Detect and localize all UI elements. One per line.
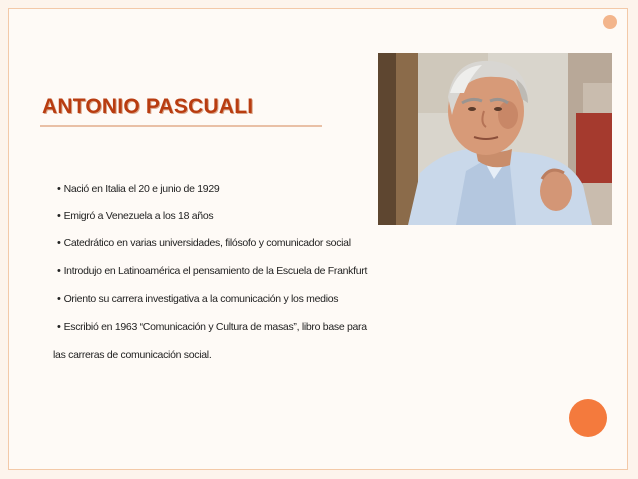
bullet-glyph: •	[57, 321, 61, 333]
decorative-circle-small	[603, 15, 617, 29]
decorative-circle-large	[569, 399, 607, 437]
bullet-item-professor	[57, 237, 351, 249]
bullet-glyph: •	[57, 293, 61, 305]
bullet-text: Catedrático en varias universidades, filósofo y comunicador social	[63, 237, 351, 249]
bullet-text: Emigró a Venezuela a los 18 años	[63, 210, 214, 222]
slide-title: ANTONIO PASCUALI	[42, 95, 254, 118]
bullet-text: Escribió en 1963 “Comunicación y Cultura de masas”, libro base para	[63, 321, 367, 333]
bullet-text: Nació en Italia el 20 e junio de 1929	[63, 183, 220, 195]
bullet-item-frankfurt	[57, 265, 367, 277]
bullet-text: Oriento su carrera investigativa a la comunicación y los medios	[63, 293, 339, 305]
bullet-item-emigration	[57, 210, 213, 222]
bullet-item-career	[57, 293, 338, 305]
bullet-glyph: •	[57, 183, 61, 195]
bullet-glyph: •	[57, 210, 61, 222]
bullet-item-book	[57, 321, 367, 333]
bullet-glyph: •	[57, 265, 61, 277]
bullet-text: Introdujo en Latinoamérica el pensamiento de la Escuela de Frankfurt	[63, 265, 368, 277]
bullet-item-birth	[57, 183, 219, 195]
bullet-continuation: las carreras de comunicación social.	[53, 349, 212, 361]
bullet-glyph: •	[57, 237, 61, 249]
title-underline	[40, 125, 322, 127]
portrait-photo	[378, 53, 612, 225]
